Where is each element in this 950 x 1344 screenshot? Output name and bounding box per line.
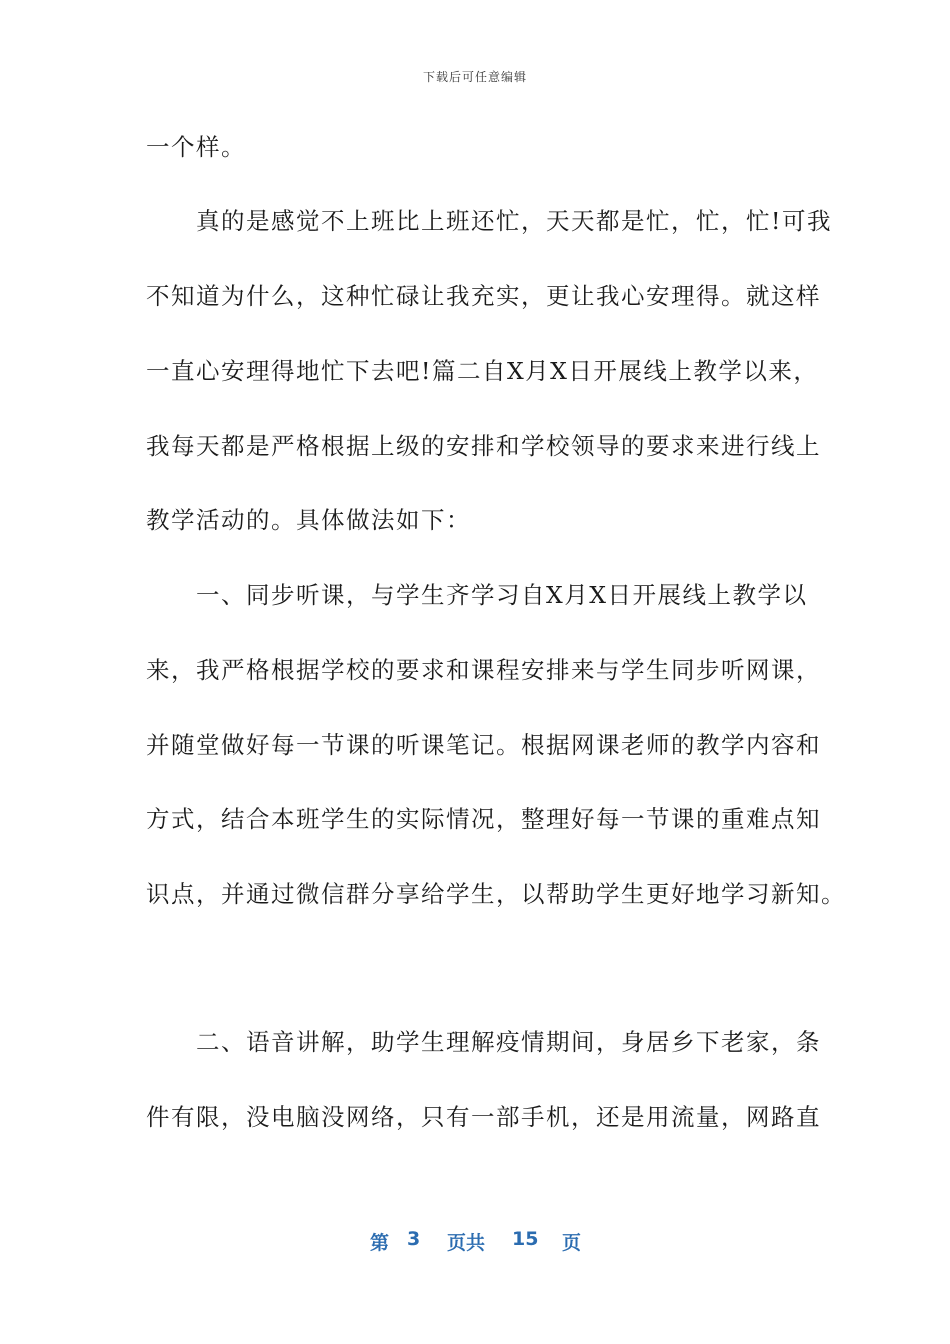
text-line: 一个样。 [146, 133, 246, 161]
footer-suffix: 页 [562, 1232, 582, 1254]
footer-total-pages: 15 [512, 1228, 539, 1250]
text-line: 教学活动的。具体做法如下： [146, 506, 471, 534]
text-line: 方式，结合本班学生的实际情况，整理好每一节课的重难点知 [146, 805, 821, 833]
text-line: 来，我严格根据学校的要求和课程安排来与学生同步听网课， [146, 656, 821, 684]
text-line: 真的是感觉不上班比上班还忙，天天都是忙，忙，忙!可我 [146, 207, 832, 235]
footer-prefix: 第 [370, 1232, 390, 1254]
text-line: 我每天都是严格根据上级的安排和学校领导的要求来进行线上 [146, 432, 821, 460]
text-line: 并随堂做好每一节课的听课笔记。根据网课老师的教学内容和 [146, 731, 821, 759]
text-line: 件有限，没电脑没网络，只有一部手机，还是用流量，网路直 [146, 1103, 821, 1131]
page-header: 下载后可任意编辑 [422, 70, 527, 84]
text-line: 一、同步听课，与学生齐学习自X月X日开展线上教学以 [146, 581, 808, 609]
footer-middle: 页共 [447, 1232, 486, 1254]
text-line: 不知道为什么，这种忙碌让我充实，更让我心安理得。就这样 [146, 282, 821, 310]
text-line: 识点，并通过微信群分享给学生，以帮助学生更好地学习新知。 [146, 880, 846, 908]
text-line: 一直心安理得地忙下去吧!篇二自X月X日开展线上教学以来， [146, 357, 819, 385]
text-line: 二、语音讲解，助学生理解疫情期间，身居乡下老家，条 [146, 1028, 821, 1056]
footer-current-page: 3 [407, 1228, 421, 1250]
